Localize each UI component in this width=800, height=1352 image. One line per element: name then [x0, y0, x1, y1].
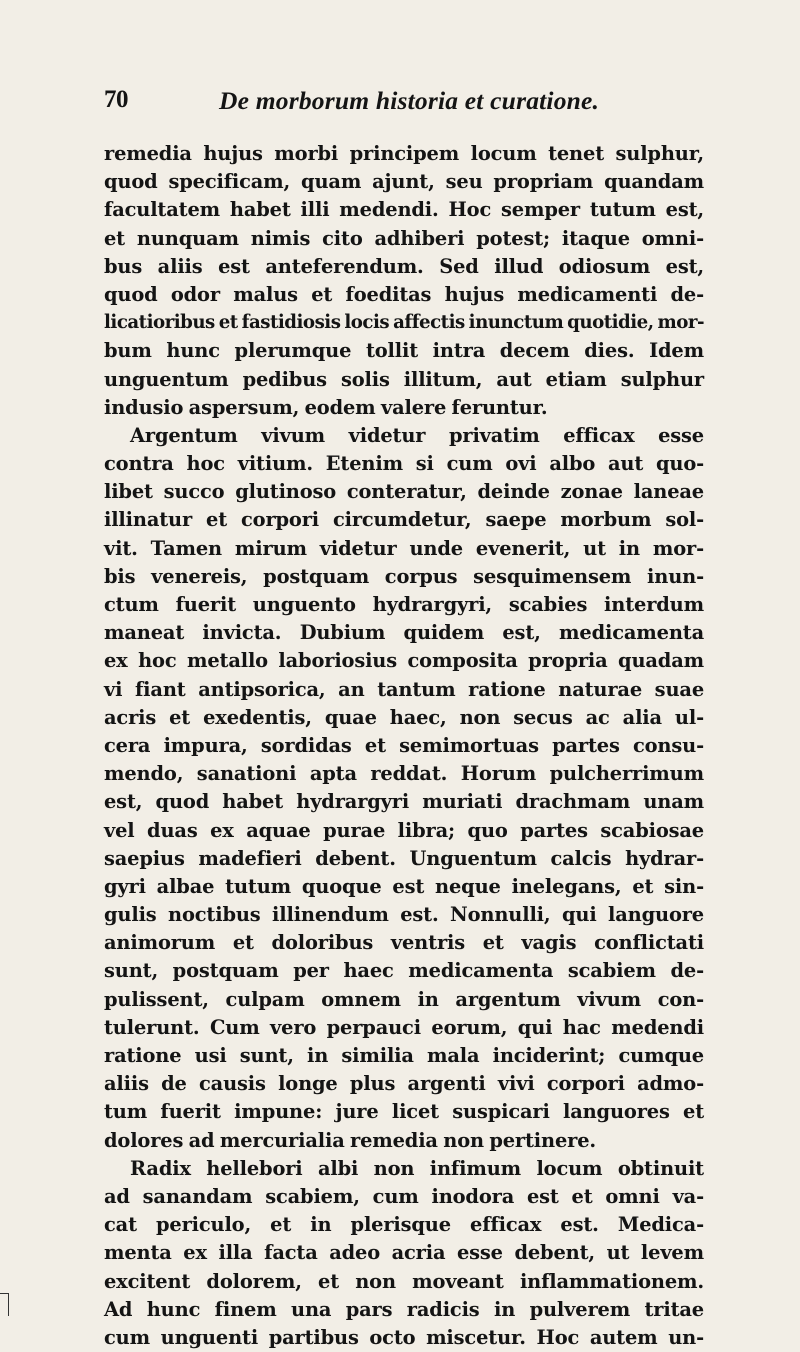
text-line: ad sanandam scabiem, cum inodora est et omni va-: [104, 1184, 704, 1208]
text-line: sunt, postquam per haec medicamenta scabiem de-: [104, 959, 704, 983]
text-line: menta ex illa facta adeo acria esse debent, ut levem: [104, 1241, 704, 1265]
text-line: libet succo glutinoso conteratur, deinde zonae laneae: [104, 480, 704, 504]
text-line: facultatem habet illi medendi. Hoc semper tutum est,: [104, 198, 704, 222]
text-line: cat periculo, et in plerisque efficax est. Medica-: [104, 1213, 704, 1237]
text-line: ratione usi sunt, in similia mala inciderint; cumque: [104, 1044, 704, 1067]
text-line: quod odor malus et foeditas hujus medicamenti de-: [104, 282, 704, 306]
text-line: vit. Tamen mirum videtur unde evenerit, ut in mor-: [104, 536, 704, 560]
text-line: acris et exedentis, quae haec, non secus ac alia ul-: [104, 705, 704, 729]
running-title: De morborum historia et curatione.: [219, 86, 600, 115]
page-corner-mark: [0, 1293, 9, 1316]
text-line: licatioribus et fastidiosis locis affectis inunctum quotidie, mor-: [104, 312, 704, 334]
text-line: mendo, sanationi apta reddat. Horum pulcherrimum: [104, 762, 704, 786]
text-line: bus aliis est anteferendum. Sed illud odiosum est,: [104, 254, 704, 278]
text-line: Argentum vivum videtur privatim efficax esse: [130, 423, 704, 447]
text-line: bis venereis, postquam corpus sesquimensem inun-: [104, 564, 704, 588]
text-line: excitent dolorem, et non moveant inflammationem.: [104, 1269, 704, 1293]
text-line: aliis de causis longe plus argenti vivi corpori admo-: [104, 1072, 704, 1096]
text-line: ex hoc metallo laboriosius composita propria quadam: [104, 649, 704, 673]
text-line: vi fiant antipsorica, an tantum ratione naturae suae: [104, 677, 704, 701]
text-line: ctum fuerit unguento hydrargyri, scabies interdum: [104, 593, 704, 616]
text-line: est, quod habet hydrargyri muriati drachmam unam: [104, 790, 704, 814]
text-line: illinatur et corpori circumdetur, saepe morbum sol-: [104, 508, 704, 532]
text-line: contra hoc vitium. Etenim si cum ovi albo aut quo-: [104, 452, 704, 476]
text-line: cum unguenti partibus octo miscetur. Hoc autem un-: [104, 1325, 704, 1349]
text-line: gyri albae tutum quoque est neque inelegans, et sin-: [104, 874, 704, 898]
page-number: 70: [104, 86, 128, 113]
text-line: et nunquam nimis cito adhiberi potest; itaque omni-: [104, 226, 704, 250]
text-line: pulissent, culpam omnem in argentum vivum con-: [104, 987, 704, 1011]
text-line: tulerunt. Cum vero perpauci eorum, qui hac medendi: [104, 1015, 704, 1039]
text-line: tum fuerit impune: jure licet suspicari languores et: [104, 1100, 704, 1124]
body-text: [104, 140, 704, 1352]
text-line: Radix hellebori albi non infimum locum obtinuit: [130, 1156, 704, 1180]
text-line: Ad hunc finem una pars radicis in pulverem tritae: [104, 1297, 704, 1321]
text-line: remedia hujus morbi principem locum tenet sulphur,: [104, 142, 704, 165]
text-line: indusio aspersum, eodem valere feruntur.: [104, 395, 548, 419]
text-line: quod specificam, quam ajunt, seu propriam quandam: [104, 170, 704, 194]
text-line: animorum et doloribus ventris et vagis conflictati: [104, 931, 704, 955]
text-line: cera impura, sordidas et semimortuas partes consu-: [104, 733, 704, 757]
text-line: vel duas ex aquae purae libra; quo partes scabiosae: [104, 818, 704, 842]
text-line: saepius madefieri debent. Unguentum calcis hydrar-: [104, 846, 704, 870]
text-line: maneat invicta. Dubium quidem est, medicamenta: [104, 621, 704, 645]
text-line: gulis noctibus illinendum est. Nonnulli, qui languore: [104, 903, 704, 927]
page-header: [104, 86, 704, 122]
text-line: unguentum pedibus solis illitum, aut etiam sulphur: [104, 367, 704, 391]
text-line: bum hunc plerumque tollit intra decem dies. Idem: [104, 339, 704, 363]
text-line: dolores ad mercurialia remedia non pertinere.: [104, 1128, 597, 1152]
